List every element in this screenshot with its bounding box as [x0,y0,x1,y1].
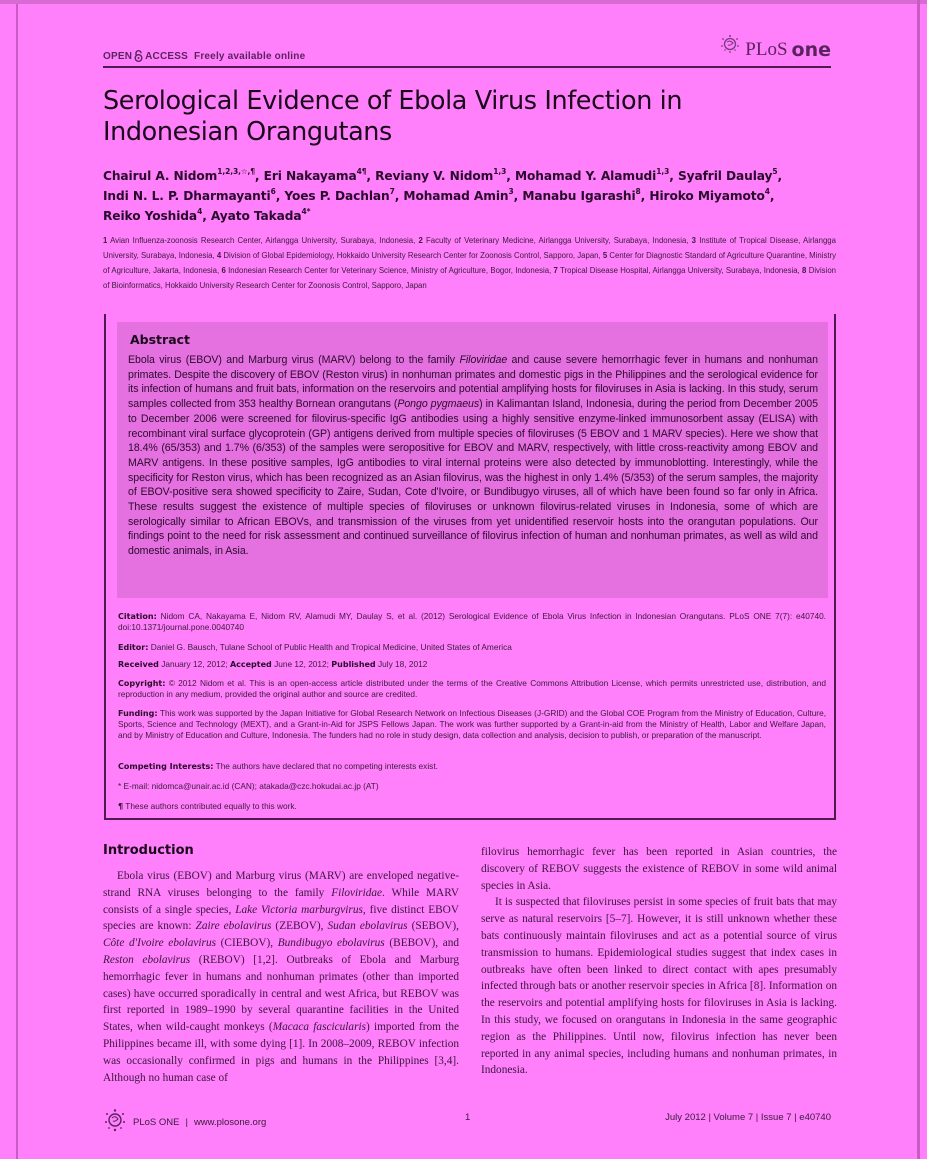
author-name: Yoes P. Dachlan [284,189,390,203]
affiliation-number: 6 [221,266,226,275]
footer-journal [103,1108,266,1137]
editor-text: Daniel G. Bausch, Tulane School of Public Health and Tropical Medicine, United States of America [150,642,512,652]
received-date: January 12, 2012; [161,659,228,669]
funding-label: Funding: [118,709,158,718]
abstract-heading: Abstract [130,332,191,347]
affiliation-text: Faculty of Veterinary Medicine, Airlangga University, Surabaya, Indonesia, [422,236,692,245]
intro-text-part: , five distinct EBOV species are known: [103,903,460,933]
author [515,169,669,183]
author-affiliation-marker: 4 [764,187,770,196]
citation-label: Citation: [118,612,157,621]
author [284,189,394,203]
author-name: Mohamad Amin [403,189,509,203]
intro-text-part: (REBOV) [1,2]. Outbreaks of Ebola and Marburg hemorrhagic fever in humans and nonhuman primates (other than imported cases) have occurred sporadically in central and west Africa, but REBOV was first reported in 1989–1990 by several quarantine facilities in the United States, when wild-caught monkeys ( [103,953,460,1034]
taxon-name: Côte d'Ivoire ebolavirus [103,937,216,950]
article-info-box [104,314,836,820]
open-lock-icon [134,50,143,62]
title-line-1: Serological Evidence of Ebola Virus Infection in [103,86,683,116]
affiliation-number: 3 [691,236,696,245]
affiliation-text: Division of Bioinformatics, Hokkaido University Research Center for Zoonosis Control, Sapporo, Japan [103,266,836,290]
abstract-text-part: and cause severe hemorrhagic fever in humans and nonhuman primates. Despite the discovery of EBOV (Reston virus) in nonhuman primates and domestic pigs in the Philippines and the serological evidence for its infection of humans and fruit bats, information on the reservoirs and potential amplifying hosts for filoviruses in Asia is lacking. In this study, serum samples collected from 353 healthy Bornean orangutans ( [128,354,818,411]
affiliation-number: 1 [103,236,108,245]
citation-text[interactable]: Nidom CA, Nakayama E, Nidom RV, Alamudi MY, Daulay S, et al. (2012) Serological Evidence of Ebola Virus Infection in Indonesian Orangutans. PLoS ONE 7(7): e40740. doi:10.1371/journal.pone.0040740 [118,611,826,632]
logo-text-one: one [791,39,831,61]
affiliation-text: Institute of Tropical Disease, Airlangga University, Surabaya, Indonesia, [103,236,836,260]
freely-available-label: Freely available online [194,50,306,62]
taxon-name: Bundibugyo ebolavirus [277,937,385,950]
intro-text-part: (SEBOV), [407,920,459,933]
author [403,189,513,203]
correspondence-email[interactable] [118,781,826,792]
footer-website-link[interactable]: www.plosone.org [193,1117,267,1128]
affiliation-text: Tropical Disease Hospital, Airlangga University, Surabaya, Indonesia, [557,266,803,275]
copyright-label: Copyright: [118,679,166,688]
editor-label: Editor: [118,643,149,652]
intro-text-part: ) imported from the Philippines became ill, with some dying [1]. In 2008–2009, REBOV infection was occasionally confirmed in pigs and humans in the Philippines [3,4]. Although no human case of [103,1021,459,1084]
affiliation-text: Indonesian Research Center for Veterinary Science, Ministry of Agriculture, Bogor, Indonesia, [225,266,554,275]
affiliation-text: Center for Diagnostic Standard of Agriculture Quarantine, Ministry of Agriculture, Jakarta, Indonesia, [103,251,837,275]
author-name: Mohamad Y. Alamudi [514,169,657,183]
author-name: Reiko Yoshida [103,209,198,223]
received-label: Received [118,660,159,669]
author [103,169,255,183]
taxon-name: Macaca fascicularis [272,1021,367,1034]
article-title [103,86,803,148]
introduction-heading: Introduction [103,843,194,858]
journal-header [103,38,831,68]
author-name: Reviany V. Nidom [375,169,494,183]
affiliation-number: 5 [602,251,608,260]
author-list: Chairul A. Nidom$^{1,2,3,☆,\P}$, Eri Nakayama$^{4\P}$, Reviany V. Nidom$^{1,3}$, Mohamad Y. Alamudi$^{1,3}$, Syafril Daulay$^5$, Indi N. L. P. Dharmayanti$^6$, Yoes P. Dachlan$^7$, Mohamad Amin$^3$, Manabu Igarashi$^8$, Hiroko Miyamoto$^4$, Reiko Yoshida$^4$, Ayato Takada$^{4*}$ [103,167,783,223]
author-name: Ayato Takada [210,209,302,223]
author-affiliation-marker: 4* [301,207,311,216]
editor [118,642,826,653]
author-affiliation-marker: 1,2,3,☆,¶ [217,167,255,176]
intro-text-part: . While MARV consists of a single species, [103,886,459,916]
pilcrow-icon: ¶ [118,802,124,811]
issue-info: July 2012 | Volume 7 | Issue 7 | e40740 [665,1112,831,1123]
funding [118,708,826,741]
abstract-text-part: ) in Kalimantan Island, Indonesia, during the period from December 2005 to December 2006 were screened for filovirus-specific IgG antibodies using a highly sensitive enzyme-linked immunosorbent assay (ELISA) with recombinant viral surface glycoprotein (GP) antigens derived from multiple species of filoviruses (5 EBOV and 1 MARV species). Here we show that 18.4% (65/353) and 1.7% (6/353) of the samples were seropositive for EBOV and MARV, respectively, with little cross-reactivity among EBOV and MARV antigens. In these positive samples, IgG antibodies to viral internal proteins were also detected by immunoblotting. Interestingly, while the specificity for Reston virus, which has been recognized as an Asian filovirus, was the highest in only 1.4% (5/353) of the serum samples, the majority of EBOV-positive sera showed specificity to Zaire, Sudan, Cote d'Ivoire, or Bundibugyo viruses, all of which have been found so far only in Africa. These results suggest the existence of multiple species of filoviruses or unknown filovirus-related viruses in Indonesia, some of which are serologically similar to African EBOVs, and transmission of the viruses from yet unidentified reservoir hosts into the orangutan populations. Our findings point to the need for risk assessment and continued surveillance of filovirus infection of human and nonhuman primates, as well as wild and domestic animals, in Asia. [128,398,818,558]
author-name: Syafril Daulay [677,169,773,183]
intro-paragraph-2: It is suspected that filoviruses persist in some species of fruit bats that may serve as natural reservoirs [5–7]. However, it is still unknown whether these bats continuously maintain filoviruses and act as a potential source of virus transmission to humans. Epidemiological studies suggest that index cases in outbreaks have often been linked to direct contact with apes presumably infected through bats or another reservoir species in Africa [8]. Information on the reservoirs and potential amplifying hosts for filoviruses in Asia is lacking. In this study, we focused on orangutans in Indonesia in the same geographic region as the Philippines. Until now, filovirus infection has never been reported in any animal species, including humans and nonhuman primates, in Indonesia. [481,896,837,1077]
open-access-badge [103,50,305,62]
published-date: July 18, 2012 [377,659,428,669]
author-affiliation-marker: 1,3 [493,167,507,176]
author-name: Chairul A. Nidom [103,169,218,183]
taxon-name: Lake Victoria marburgvirus [235,903,363,916]
intro-paragraph-1 [103,868,459,1086]
competing-interests-label: Competing Interests: [118,762,214,771]
copyright [118,678,826,700]
open-access-label-access: ACCESS [145,50,189,62]
published-label: Published [331,660,376,669]
footer-separator: | [185,1117,188,1128]
abstract-text-part: Ebola virus (EBOV) and Marburg virus (MARV) belong to the family [128,354,460,366]
copyright-text: © 2012 Nidom et al. This is an open-access article distributed under the terms of the Creative Commons Attribution License, which permits unrestricted use, distribution, and reproduction in any medium, provided the original author and source are credited. [118,678,826,699]
accepted-label: Accepted [229,660,272,669]
affiliation-number: 7 [553,266,558,275]
page-footer [103,1108,831,1130]
abstract-family-name: Filoviridae [459,354,508,366]
affiliation-text: Division of Global Epidemiology, Hokkaido University Research Center for Zoonosis Control, Sapporo, Japan, [221,251,603,260]
author-affiliation-marker: 4 [197,207,203,216]
citation [118,611,826,633]
author [264,169,367,183]
logo-text-plos: PLoS [745,39,788,60]
intro-paragraph-continued: filovirus hemorrhagic fever has been reported in Asian countries, the discovery of REBOV suggests the existence of REBOV in some wild animal species in Asia. [481,846,837,892]
intro-text-part: (CIEBOV), [216,937,278,950]
taxon-name: Zaire ebolavirus [195,920,272,933]
abstract-text [128,353,818,559]
taxon-name: Filoviridae [331,886,383,899]
affiliation-number: 8 [802,266,807,275]
affiliation-number: 2 [418,236,423,245]
author [211,209,311,223]
intro-text-part: (ZEBOV), [271,920,328,933]
title-line-2: Indonesian Orangutans [103,117,392,147]
footer-journal-name: PLoS ONE [133,1117,180,1128]
abstract-species-name: Pongo pygmaeus [397,398,480,411]
accepted-date: June 12, 2012; [274,659,329,669]
plos-globe-icon [719,34,741,61]
competing-interests [118,761,826,772]
author [678,169,778,183]
author-affiliation-marker: 8 [635,187,641,196]
author [103,189,276,203]
author-affiliation-marker: 1,3 [656,167,670,176]
author-affiliation-marker: 6 [270,187,276,196]
author-name: Indi N. L. P. Dharmayanti [103,189,271,203]
equal-contribution-note [118,801,826,812]
author-affiliation-marker: 4¶ [356,167,367,176]
author-affiliation-marker: 7 [389,187,395,196]
author-affiliation-marker: 3 [508,187,514,196]
author [522,189,640,203]
author-name: Manabu Igarashi [522,189,636,203]
affiliation-number: 4 [216,251,222,260]
plos-one-logo [719,34,831,61]
author-name: Eri Nakayama [263,169,357,183]
author [103,209,202,223]
taxon-name: Sudan ebolavirus [327,920,408,933]
author [375,169,506,183]
author-affiliation-marker: 5 [772,167,778,176]
intro-right-column [481,844,837,1079]
author [649,189,770,203]
intro-text-part: (BEBOV), and [384,937,460,950]
affiliation-text: Avian Influenza-zoonosis Research Center, Airlangga University, Surabaya, Indonesia, [107,236,419,245]
intro-left-column [103,868,459,1086]
plos-footer-globe-icon [103,1108,127,1137]
affiliations [103,233,836,293]
competing-interests-text: The authors have declared that no competing interests exist. [215,761,438,771]
dates [118,659,826,670]
funding-text: This work was supported by the Japan Initiative for Global Research Network on Infectious Diseases (J-GRID) and the Global COE Program from the Ministry of Education, Culture, Sports, Science and Technology (MEXT), and a Grant-in-Aid for JSPS Fellows Japan. The work was further supported by a Grant-in-aid from the Ministry of Health, Labor and Welfare Japan, and by Ministry of Education and Culture, Indonesia. The funders had no role in study design, data collection and analysis, decision to publish, or preparation of the manuscript. [118,708,826,740]
taxon-name: Reston ebolavirus [103,953,191,966]
equal-contribution-text: These authors contributed equally to this work. [125,801,297,811]
author-name: Hiroko Miyamoto [649,189,765,203]
open-access-label-open: OPEN [103,50,133,62]
page-number: 1 [465,1112,471,1123]
abstract-box [117,322,828,598]
intro-text-part: Ebola virus (EBOV) and Marburg virus (MARV) are enveloped negative-strand RNA viruses belonging to the family [103,870,459,899]
email-text[interactable]: * E-mail: nidomca@unair.ac.id (CAN); atakada@czc.hokudai.ac.jp (AT) [118,781,379,791]
